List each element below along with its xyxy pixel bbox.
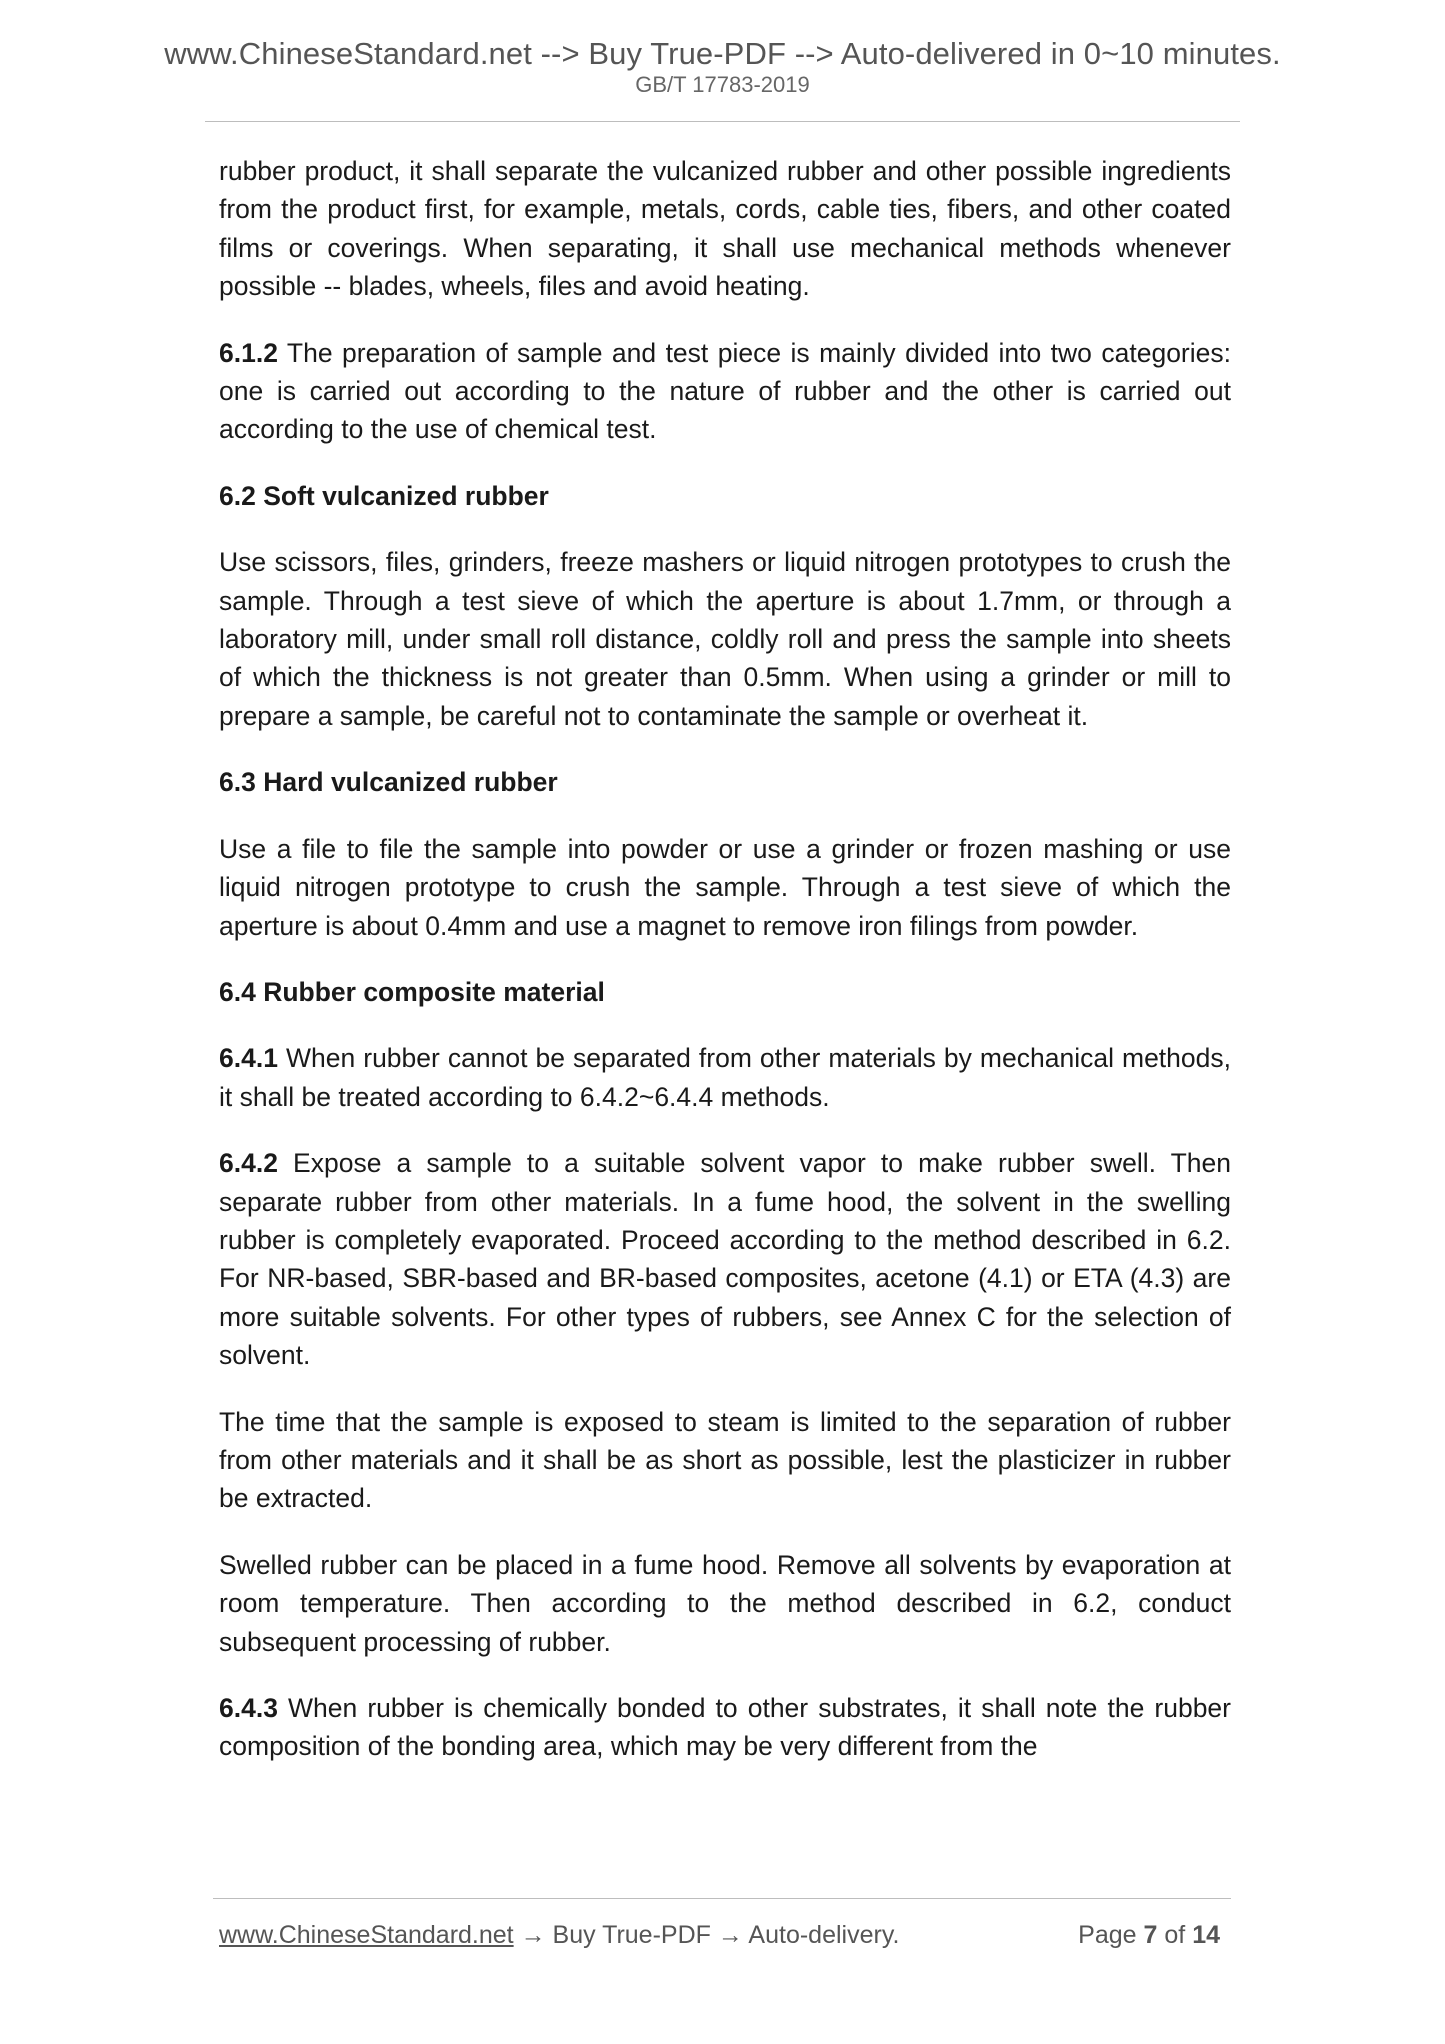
footer-links bbox=[219, 1920, 899, 1950]
page-number: 7 bbox=[1143, 1921, 1158, 1949]
top-banner-text: www.ChineseStandard.net --> Buy True-PDF --> Auto-delivered in 0~10 minutes. bbox=[164, 36, 1281, 71]
of-label: of bbox=[1164, 1921, 1186, 1949]
paragraph-swelled-rubber: Swelled rubber can be placed in a fume hood. Remove all solvents by evaporation at room temperature. Then according to the method described in 6.2, conduct subsequent processing of rubber. bbox=[219, 1549, 1231, 1657]
document-body bbox=[219, 152, 1231, 1794]
clause-text: The preparation of sample and test piece is mainly divided into two categories: one is carried out according to the nature of rubber and the other is carried out according to the use of chemical test. bbox=[219, 337, 1231, 445]
clause-6-4-1 bbox=[219, 1039, 1231, 1116]
clause-6-1-2 bbox=[219, 334, 1231, 449]
clause-text: When rubber is chemically bonded to other substrates, it shall note the rubber composition of the bonding area, which may be very different from the bbox=[219, 1693, 1231, 1762]
paragraph-6-2: Use scissors, files, grinders, freeze mashers or liquid nitrogen prototypes to crush the sample. Through a test sieve of which the aperture is about 1.7mm, or through a laboratory mill, under small roll distance, coldly roll and press the sample into sheets of which the thickness is not greater than 0.5mm. When using a grinder or mill to prepare a sample, be careful not to contaminate the sample or overheat it. bbox=[219, 547, 1231, 731]
header-divider bbox=[205, 121, 1240, 122]
buy-pdf-text: Buy True-PDF bbox=[552, 1921, 711, 1949]
paragraph-steam-exposure: The time that the sample is exposed to steam is limited to the separation of rubber from other materials and it shall be as short as possible, lest the plasticizer in rubber be extracted. bbox=[219, 1406, 1231, 1514]
page-indicator bbox=[1078, 1920, 1220, 1950]
document-code: GB/T 17783-2019 bbox=[635, 72, 810, 97]
heading-6-4: 6.4 Rubber composite material bbox=[219, 976, 605, 1007]
clause-text: When rubber cannot be separated from other materials by mechanical methods, it shall be treated according to 6.4.2~6.4.4 methods. bbox=[219, 1043, 1231, 1112]
clause-number: 6.4.1 bbox=[219, 1043, 278, 1074]
arrow-right-icon: → bbox=[710, 1921, 749, 1949]
clause-6-4-3 bbox=[219, 1689, 1231, 1766]
paragraph-continuation: rubber product, it shall separate the vulcanized rubber and other possible ingredients from the product first, for example, metals, cords, cable ties, fibers, and other coated films or coverings. When separating, it shall use mechanical methods whenever possible -- blades, wheels, files and avoid heating. bbox=[219, 156, 1231, 302]
page-total: 14 bbox=[1192, 1921, 1220, 1949]
arrow-right-icon: → bbox=[513, 1921, 553, 1949]
page-label: Page bbox=[1078, 1921, 1137, 1949]
website-link[interactable]: www.ChineseStandard.net bbox=[219, 1921, 514, 1949]
paragraph-6-3: Use a file to file the sample into powder or use a grinder or frozen mashing or use liquid nitrogen prototype to crush the sample. Through a test sieve of which the aperture is about 0.4mm and use a magnet to remove iron filings from powder. bbox=[219, 833, 1231, 941]
clause-number: 6.1.2 bbox=[219, 337, 278, 368]
heading-6-2: 6.2 Soft vulcanized rubber bbox=[219, 480, 549, 511]
clause-text: Expose a sample to a suitable solvent vapor to make rubber swell. Then separate rubber from other materials. In a fume hood, the solvent in the swelling rubber is completely evaporated. Proceed according to the method described in 6.2. For NR-based, SBR-based and BR-based composites, acetone (4.1) or ETA (4.3) are more suitable solvents. For other types of rubbers, see Annex C for the selection of solvent. bbox=[219, 1148, 1231, 1371]
heading-6-3: 6.3 Hard vulcanized rubber bbox=[219, 767, 558, 798]
clause-number: 6.4.2 bbox=[219, 1148, 278, 1179]
clause-6-4-2 bbox=[219, 1144, 1231, 1374]
clause-number: 6.4.3 bbox=[219, 1693, 278, 1723]
footer-divider bbox=[213, 1898, 1231, 1899]
auto-delivery-text: Auto-delivery. bbox=[748, 1921, 900, 1949]
